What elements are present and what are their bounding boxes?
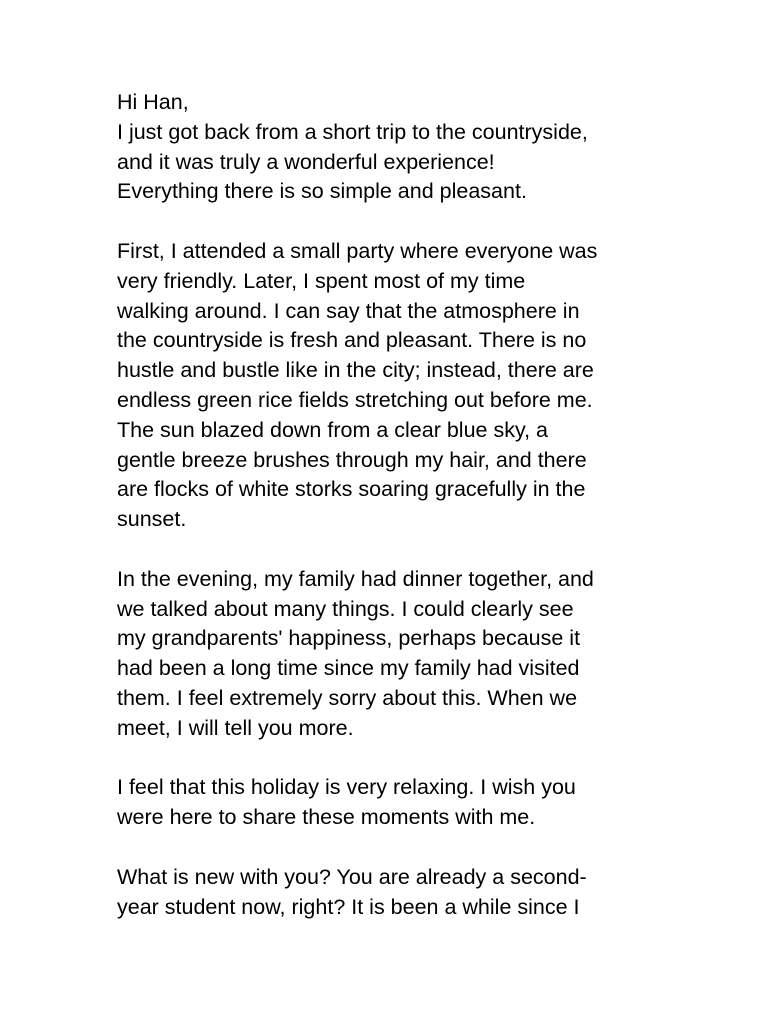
text-line: I feel that this holiday is very relaxing. I wish you: [117, 775, 576, 800]
text-line: the countryside is fresh and pleasant. There is no: [117, 328, 587, 353]
text-line: year student now, right? It is been a while since I: [117, 894, 580, 919]
paragraph-3: [117, 565, 657, 744]
text-line: endless green rice fields stretching out before me.: [117, 387, 593, 412]
paragraph-1: [117, 118, 657, 207]
paragraph-2: [117, 237, 657, 535]
paragraph-spacer: [117, 207, 657, 237]
text-line: meet, I will tell you more.: [117, 715, 354, 740]
text-line: gentle breeze brushes through my hair, and there: [117, 447, 587, 472]
text-line: had been a long time since my family had visited: [117, 656, 580, 681]
paragraph-spacer: [117, 535, 657, 565]
text-line: In the evening, my family had dinner together, and: [117, 566, 594, 591]
letter-body: [117, 88, 657, 922]
text-line: very friendly. Later, I spent most of my time: [117, 268, 526, 293]
text-line: hustle and bustle like in the city; instead, there are: [117, 358, 594, 383]
greeting: Hi Han,: [117, 90, 189, 114]
text-line: The sun blazed down from a clear blue sky, a: [117, 417, 549, 442]
text-line: we talked about many things. I could clearly see: [117, 596, 574, 621]
paragraph-4: [117, 773, 657, 833]
text-line: First, I attended a small party where everyone was: [117, 238, 598, 263]
text-line: I just got back from a short trip to the countryside,: [117, 119, 588, 144]
text-line: walking around. I can say that the atmosphere in: [117, 298, 580, 323]
text-line: them. I feel extremely sorry about this. When we: [117, 685, 578, 710]
paragraph-5: [117, 863, 657, 923]
text-line: sunset.: [117, 507, 187, 532]
paragraph-spacer: [117, 744, 657, 774]
paragraph-spacer: [117, 833, 657, 863]
text-line: were here to share these moments with me.: [117, 805, 536, 830]
text-line: my grandparents' happiness, perhaps because it: [117, 626, 581, 651]
text-line: Everything there is so simple and pleasant.: [117, 179, 527, 204]
text-line: What is new with you? You are already a second-: [117, 864, 587, 889]
text-line: and it was truly a wonderful experience!: [117, 149, 495, 174]
text-line: are flocks of white storks soaring gracefully in the: [117, 477, 586, 502]
